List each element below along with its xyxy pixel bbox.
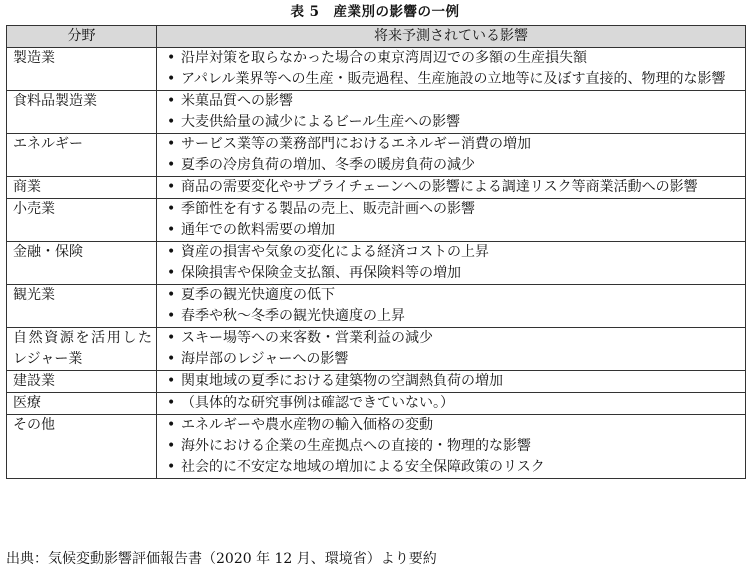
impact-item: • 関東地域の夏季における建築物の空調熱負荷の増加 [163, 371, 739, 392]
impact-cell [157, 328, 746, 371]
impact-list [163, 199, 739, 241]
table-caption: 表 5 産業別の影響の一例 [290, 4, 460, 20]
table-row [7, 242, 746, 285]
impact-item: • 沿岸対策を取らなかった場合の東京湾周辺での多額の生産損失額 [163, 48, 739, 69]
impact-cell [157, 415, 746, 479]
impact-cell [157, 285, 746, 328]
impact-cell [157, 48, 746, 91]
impact-list [163, 328, 739, 370]
impact-item: • 夏季の冷房負荷の増加、冬季の暖房負荷の減少 [163, 155, 739, 176]
field-cell: 商業 [7, 177, 157, 199]
table-body [7, 48, 746, 479]
impact-cell [157, 177, 746, 199]
field-cell: 医療 [7, 393, 157, 415]
table-header-row [7, 26, 746, 48]
impact-list [163, 242, 739, 284]
impact-item: • 春季や秋～冬季の観光快適度の上昇 [163, 306, 739, 327]
field-cell: その他 [7, 415, 157, 479]
impact-table [6, 25, 746, 479]
impact-list [163, 91, 739, 133]
table-row [7, 415, 746, 479]
field-cell: 観光業 [7, 285, 157, 328]
field-cell: 製造業 [7, 48, 157, 91]
field-cell: 自然資源を活用したレジャー業 [7, 328, 157, 371]
field-cell: 金融・保険 [7, 242, 157, 285]
field-cell: 食料品製造業 [7, 91, 157, 134]
impact-item: • スキー場等への来客数・営業利益の減少 [163, 328, 739, 349]
table-row [7, 393, 746, 415]
impact-cell [157, 371, 746, 393]
impact-item: • 米菓品質への影響 [163, 91, 739, 112]
table-row [7, 134, 746, 177]
table-row [7, 328, 746, 371]
impact-list [163, 371, 739, 392]
table-row [7, 177, 746, 199]
impact-item: • 夏季の観光快適度の低下 [163, 285, 739, 306]
impact-item: • 保険損害や保険金支払額、再保険料等の増加 [163, 263, 739, 284]
impact-item: • 資産の損害や気象の変化による経済コストの上昇 [163, 242, 739, 263]
impact-list [163, 285, 739, 327]
impact-item: • （具体的な研究事例は確認できていない。） [163, 393, 739, 414]
impact-item: • 通年での飲料需要の増加 [163, 220, 739, 241]
impact-item: • 大麦供給量の減少によるビール生産への影響 [163, 112, 739, 133]
impact-item: • 季節性を有する製品の売上、販売計画への影響 [163, 199, 739, 220]
impact-list [163, 177, 739, 198]
header-field: 分野 [7, 26, 157, 48]
impact-list [163, 415, 739, 478]
impact-item: • サービス業等の業務部門におけるエネルギー消費の増加 [163, 134, 739, 155]
impact-list [163, 134, 739, 176]
field-cell: 建設業 [7, 371, 157, 393]
field-cell: 小売業 [7, 199, 157, 242]
impact-cell [157, 91, 746, 134]
table-row [7, 91, 746, 134]
impact-cell [157, 134, 746, 177]
impact-cell [157, 199, 746, 242]
impact-cell [157, 242, 746, 285]
table-row [7, 48, 746, 91]
table-row [7, 285, 746, 328]
impact-item: • 商品の需要変化やサプライチェーンへの影響による調達リスク等商業活動への影響 [163, 177, 739, 198]
field-cell: エネルギー [7, 134, 157, 177]
table-row [7, 199, 746, 242]
impact-item: • 海外における企業の生産拠点への直接的・物理的な影響 [163, 436, 739, 457]
impact-list [163, 48, 739, 90]
impact-item: • 社会的に不安定な地域の増加による安全保障政策のリスク [163, 457, 739, 478]
source-note: 出典：気候変動影響評価報告書（2020 年 12 月、環境省）より要約 [6, 551, 437, 567]
impact-item: • 海岸部のレジャーへの影響 [163, 349, 739, 370]
impact-item: • アパレル業界等への生産・販売過程、生産施設の立地等に及ぼす直接的、物理的な影響 [163, 69, 739, 90]
impact-item: • エネルギーや農水産物の輸入価格の変動 [163, 415, 739, 436]
impact-cell [157, 393, 746, 415]
header-impact: 将来予測されている影響 [157, 26, 746, 48]
table-row [7, 371, 746, 393]
impact-list [163, 393, 739, 414]
